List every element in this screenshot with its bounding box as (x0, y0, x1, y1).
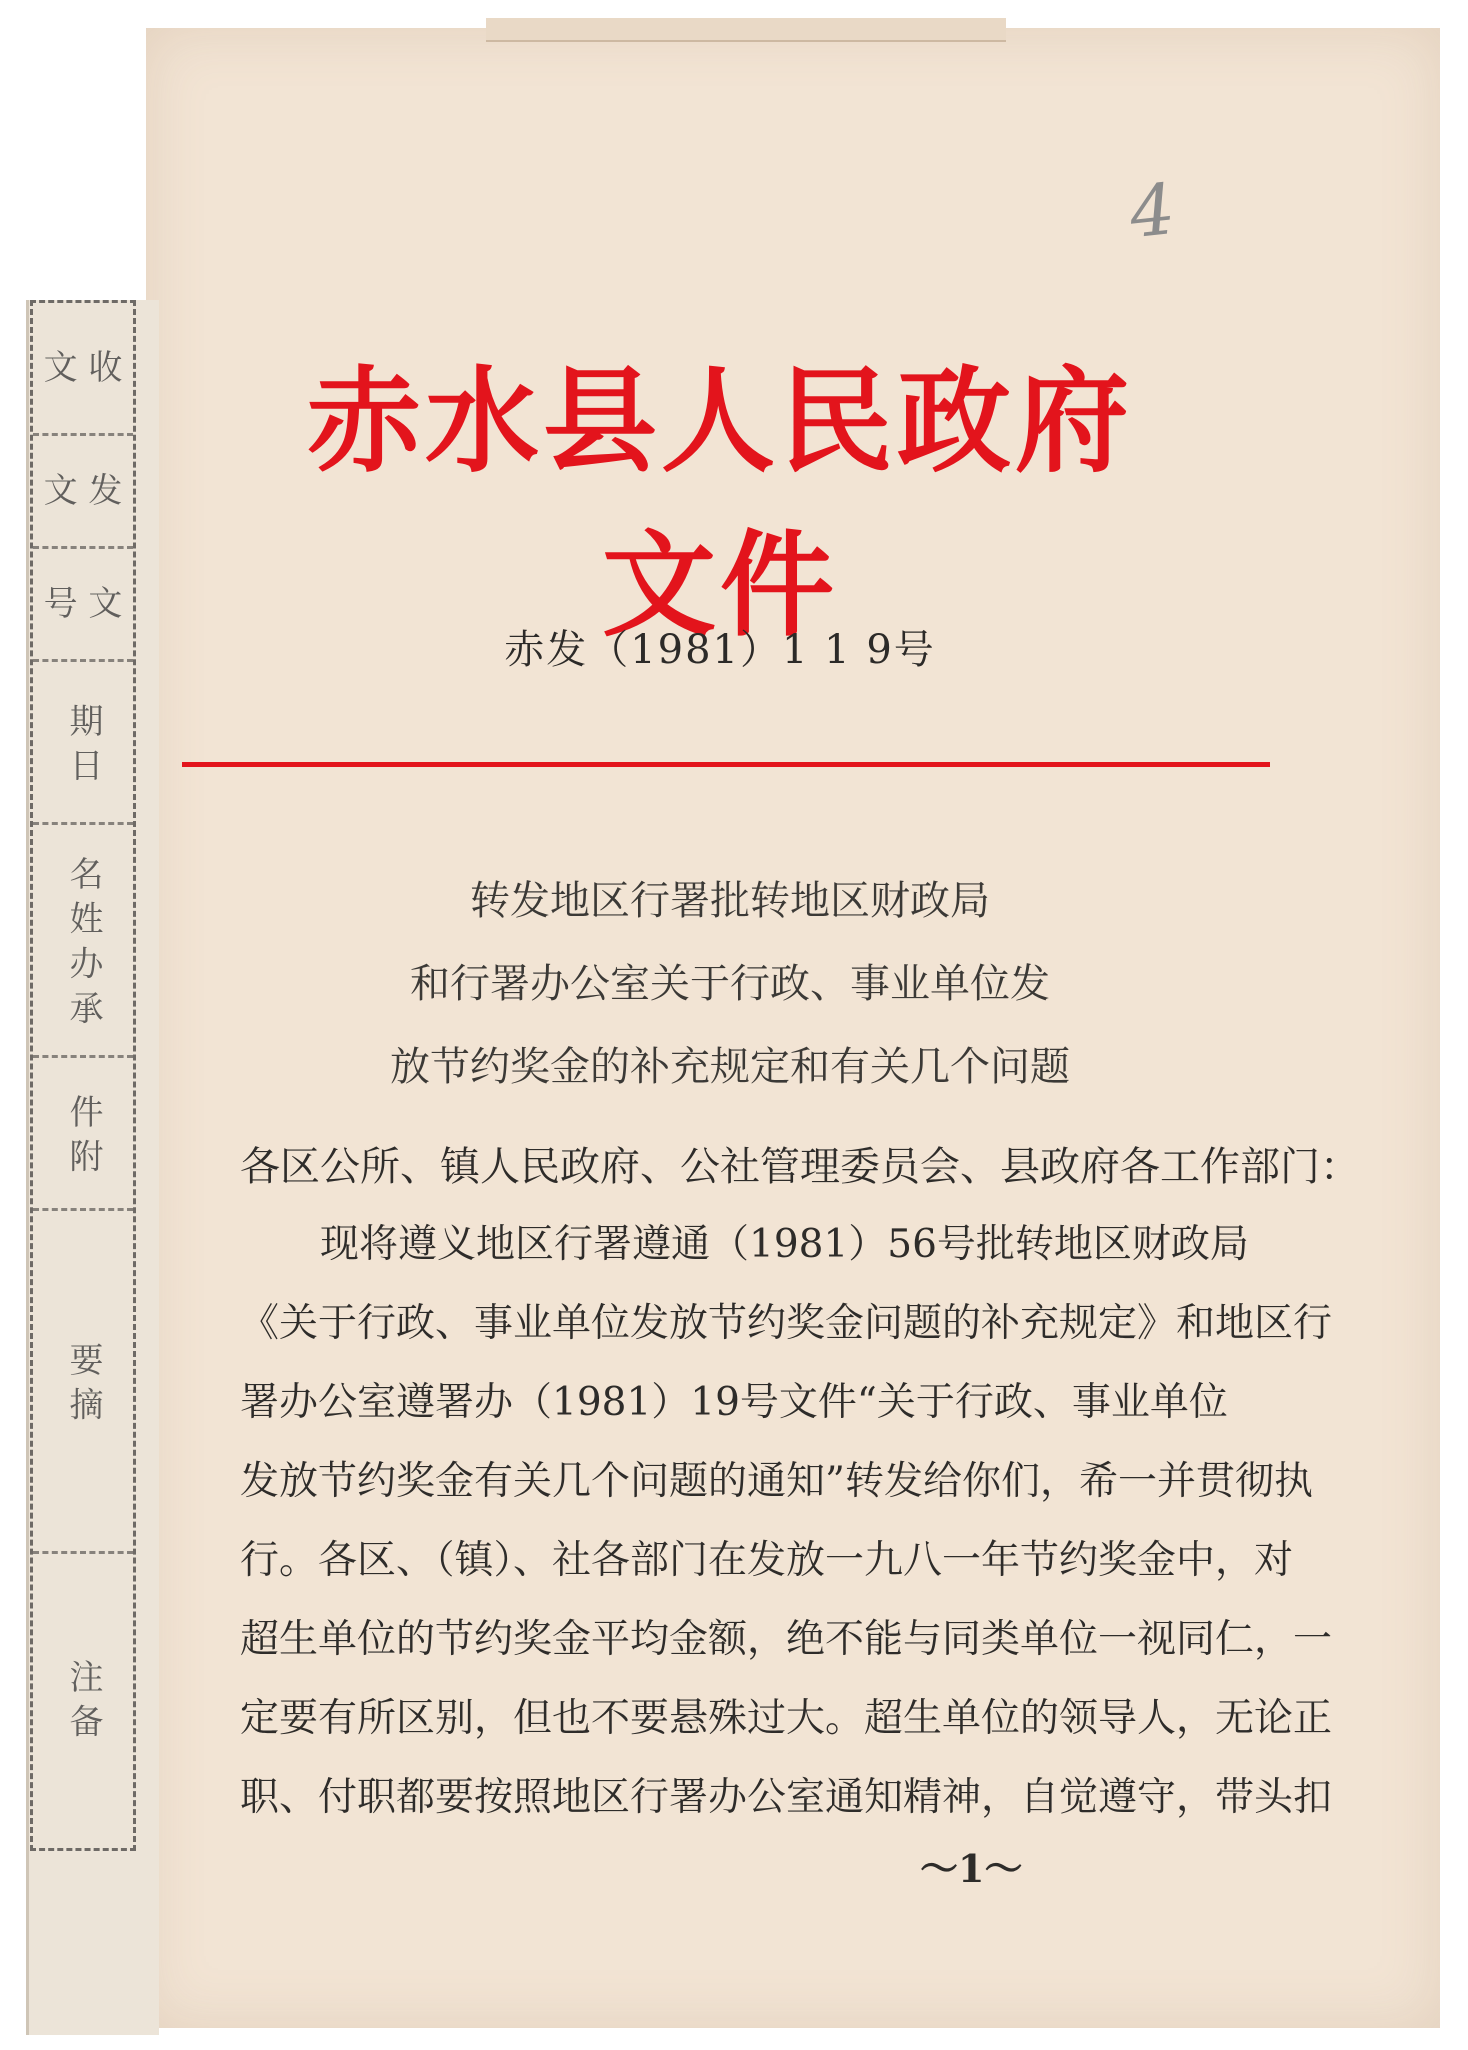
page-number: ～1～ (920, 1846, 1023, 1891)
body-line: 职、付职都要按照地区行署办公室通知精神，自觉遵守，带头扣 (240, 1775, 1333, 1820)
subject-line: 转发地区行署批转地区财政局 (470, 878, 990, 924)
slip-cell: 号 文 (33, 549, 133, 662)
document-subject (380, 860, 1080, 1109)
red-divider-line (182, 762, 1270, 767)
addressee: 各区公所、镇人民政府、公社管理委员会、县政府各工作部门： (240, 1144, 1360, 1190)
document-body (240, 1205, 1333, 1837)
slip-cell: 注 备 (63, 1658, 103, 1738)
body-line: 行。各区、（镇）、社各部门在发放一九八一年节约奖金中，对 (240, 1538, 1294, 1583)
document-title: 赤水县人民政府文件 (306, 354, 1133, 652)
slip-cell: 文 收 (33, 303, 133, 436)
slip-cell: 名 姓 办 承 (33, 825, 133, 1058)
body-line: 现将遵义地区行署遵通（1981）56号批转地区财政局 (320, 1222, 1249, 1267)
body-line: 超生单位的节约奖金平均金额，绝不能与同类单位一视同仁，一 (240, 1617, 1333, 1662)
slip-cell: 期 日 (33, 662, 133, 825)
torn-edge (486, 18, 1006, 42)
document-number: 赤发（1981）1 1 9号 (504, 627, 936, 673)
subject-line: 放节约奖金的补充规定和有关几个问题 (390, 1044, 1070, 1090)
handwritten-page-mark: 4 (1125, 167, 1179, 255)
subject-line: 和行署办公室关于行政、事业单位发 (410, 961, 1050, 1007)
routing-slip (30, 300, 136, 1851)
body-line: 署办公室遵署办（1981）19号文件“关于行政、事业单位 (240, 1380, 1228, 1425)
body-line: 发放节约奖金有关几个问题的通知”转发给你们，希一并贯彻执 (240, 1459, 1313, 1504)
slip-cell: 文 发 (33, 436, 133, 549)
slip-cell: 件 附 (33, 1058, 133, 1211)
slip-cell: 要 摘 (33, 1211, 133, 1554)
body-line: 《关于行政、事业单位发放节约奖金问题的补充规定》和地区行 (240, 1301, 1333, 1346)
body-line: 定要有所区别，但也不要悬殊过大。超生单位的领导人，无论正 (240, 1696, 1333, 1741)
